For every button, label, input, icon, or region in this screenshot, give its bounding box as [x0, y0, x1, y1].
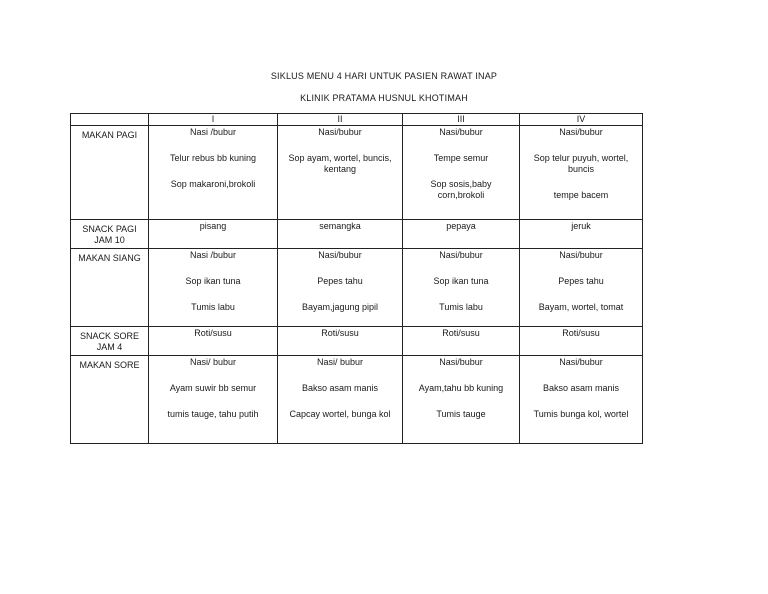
document-subtitle: KLINIK PRATAMA HUSNUL KHOTIMAH	[300, 93, 468, 103]
menu-item: Bayam,jagung pipil	[301, 302, 379, 312]
menu-item: Tumis labu	[191, 302, 235, 312]
menu-item: Nasi/bubur	[559, 357, 603, 367]
menu-table	[70, 113, 643, 444]
menu-item: Ayam suwir bb semur	[169, 383, 257, 393]
row-label-text: MAKAN PAGI	[81, 130, 138, 140]
menu-item: Tumis bunga kol, wortel	[533, 409, 629, 419]
menu-item: Nasi/ bubur	[189, 357, 237, 367]
menu-cell	[278, 220, 403, 249]
menu-item: Tumis labu	[439, 302, 483, 312]
menu-item: tumis tauge, tahu putih	[167, 409, 259, 419]
menu-item: Nasi/bubur	[559, 250, 603, 260]
menu-item: Nasi/bubur	[439, 127, 483, 137]
table-row	[71, 126, 643, 220]
menu-item: Sop ikan tuna	[185, 276, 241, 286]
menu-cell	[149, 126, 278, 220]
menu-cell	[520, 356, 643, 444]
menu-cell	[403, 249, 520, 327]
menu-item: semangka	[319, 221, 361, 231]
menu-cell	[520, 327, 643, 356]
menu-item: Tempe semur	[433, 153, 489, 163]
menu-item: Nasi/ bubur	[316, 357, 364, 367]
menu-item: Pepes tahu	[558, 276, 604, 286]
header-day-4: IV	[520, 114, 643, 126]
menu-cell	[403, 126, 520, 220]
menu-item: Bakso asam manis	[301, 383, 379, 393]
menu-cell	[520, 220, 643, 249]
menu-cell	[278, 327, 403, 356]
menu-item: Tumis tauge	[436, 409, 486, 419]
table-row	[71, 327, 643, 356]
menu-item: Nasi/bubur	[318, 250, 362, 260]
menu-item: Roti/susu	[442, 328, 480, 338]
menu-item: tempe bacem	[553, 190, 609, 200]
row-label	[71, 356, 149, 444]
menu-item: Nasi/bubur	[439, 357, 483, 367]
menu-item: Bayam, wortel, tomat	[538, 302, 624, 312]
header-day-2: II	[278, 114, 403, 126]
menu-item: Sop sosis,baby corn,brokoli	[430, 179, 492, 200]
menu-cell	[403, 327, 520, 356]
menu-cell	[403, 220, 520, 249]
row-label-text: MAKAN SORE	[79, 360, 140, 370]
menu-item: Roti/susu	[321, 328, 359, 338]
menu-item: Telur rebus bb kuning	[169, 153, 257, 163]
menu-item: Nasi/bubur	[439, 250, 483, 260]
menu-item: Sop telur puyuh, wortel, buncis	[533, 153, 629, 174]
menu-cell	[403, 356, 520, 444]
header-row	[71, 114, 643, 126]
menu-item: jeruk	[571, 221, 591, 231]
row-label	[71, 327, 149, 356]
menu-item: Sop ayam, wortel, buncis, kentang	[288, 153, 392, 174]
menu-item: Nasi /bubur	[189, 250, 237, 260]
menu-cell	[149, 327, 278, 356]
header-corner-cell	[71, 114, 149, 126]
header-day-1: I	[149, 114, 278, 126]
table-row	[71, 249, 643, 327]
menu-cell	[278, 249, 403, 327]
table-row	[71, 356, 643, 444]
row-label-text: SNACK PAGI JAM 10	[82, 224, 137, 245]
menu-cell	[520, 126, 643, 220]
menu-item: Sop makaroni,brokoli	[170, 179, 256, 189]
menu-item: Nasi/bubur	[559, 127, 603, 137]
menu-item: Sop ikan tuna	[433, 276, 489, 286]
row-label-text: SNACK SORE JAM 4	[79, 331, 139, 352]
menu-item: pepaya	[446, 221, 476, 231]
header-day-3: III	[403, 114, 520, 126]
menu-item: Roti/susu	[562, 328, 600, 338]
menu-item: Bakso asam manis	[542, 383, 620, 393]
row-label-text: MAKAN SIANG	[78, 253, 141, 263]
row-label	[71, 249, 149, 327]
row-label	[71, 220, 149, 249]
menu-item: Capcay wortel, bunga kol	[289, 409, 391, 419]
menu-item: pisang	[199, 221, 227, 231]
menu-item: Pepes tahu	[317, 276, 363, 286]
menu-item: Roti/susu	[194, 328, 232, 338]
document-title: SIKLUS MENU 4 HARI UNTUK PASIEN RAWAT INAP	[270, 71, 498, 81]
menu-item: Nasi/bubur	[318, 127, 362, 137]
menu-cell	[149, 220, 278, 249]
menu-cell	[149, 356, 278, 444]
menu-cell	[149, 249, 278, 327]
menu-cell	[520, 249, 643, 327]
menu-cell	[278, 126, 403, 220]
menu-item: Nasi /bubur	[189, 127, 237, 137]
menu-item: Ayam,tahu bb kuning	[418, 383, 504, 393]
menu-cell	[278, 356, 403, 444]
table-row	[71, 220, 643, 249]
row-label	[71, 126, 149, 220]
